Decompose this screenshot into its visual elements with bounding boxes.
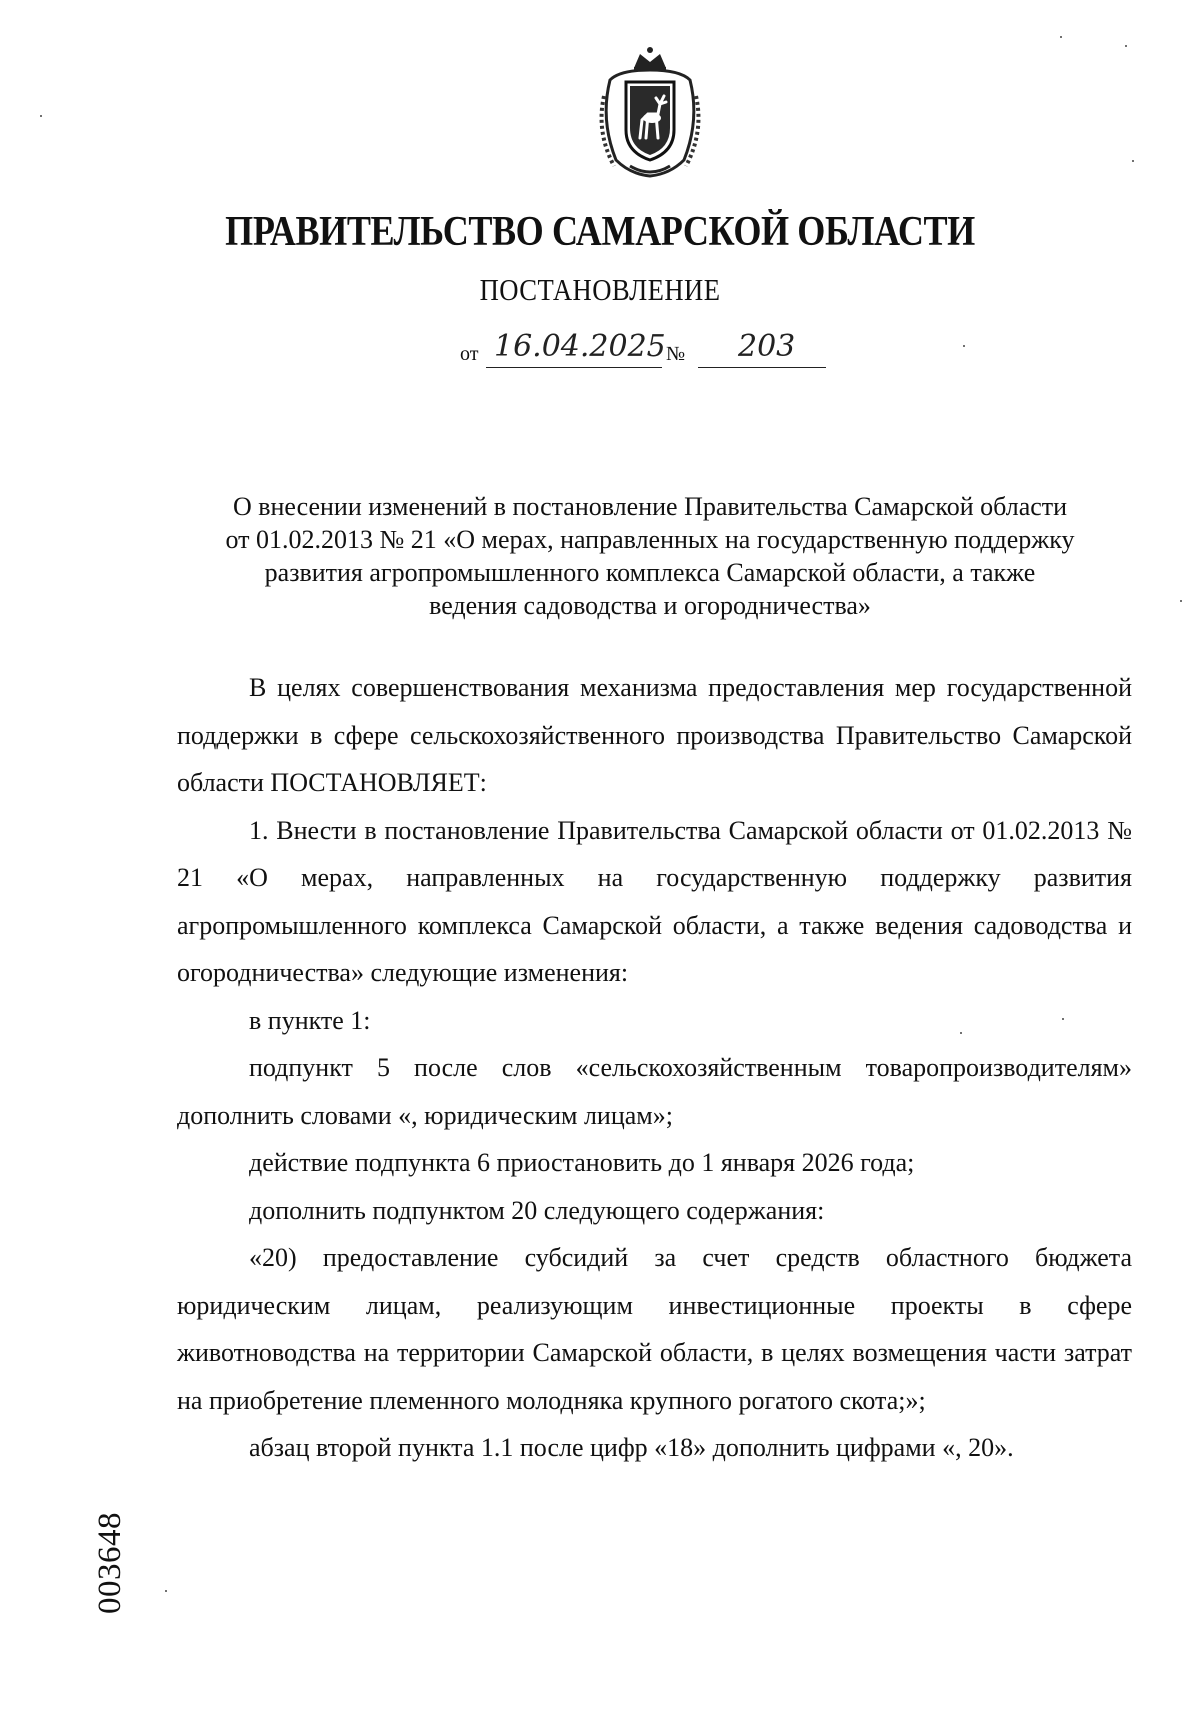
amendment-subpoint-6: действие подпункта 6 приостановить до 1 января 2026 года; [249, 1148, 915, 1177]
scan-speck [1180, 600, 1182, 602]
amendment-point-1-1: абзац второй пункта 1.1 после цифр «18» дополнить цифрами «, 20». [249, 1433, 1014, 1462]
date-prefix: от [460, 343, 479, 365]
government-title: ПРАВИТЕЛЬСТВО САМАРСКОЙ ОБЛАСТИ [225, 209, 975, 255]
document-body [177, 664, 1132, 1472]
scan-speck [960, 1032, 962, 1034]
document-type: ПОСТАНОВЛЕНИЕ [479, 272, 721, 307]
scan-speck [165, 1590, 167, 1592]
scan-speck [1125, 45, 1127, 47]
scan-speck [1132, 160, 1134, 162]
subject-line: развития агропромышленного комплекса Самарской области, а также [264, 558, 1036, 587]
amendment-intro: в пункте 1: [249, 1005, 371, 1035]
coat-of-arms-icon [590, 40, 710, 180]
scan-speck [40, 115, 42, 117]
date-number-line [460, 329, 860, 374]
scan-speck [1062, 1018, 1064, 1020]
number-underline [698, 367, 826, 368]
date-underline [486, 367, 662, 368]
preamble-paragraph: В целях совершенствования механизма предоставления мер государственной поддержки в сфере сельскохозяйственного производства Правительство Самарской области ПОСТАНОВЛЯЕТ: [177, 673, 1132, 797]
side-serial-number: 003648 [92, 1512, 128, 1614]
number-prefix: № [666, 343, 686, 365]
scan-speck [1060, 36, 1062, 38]
clause-1-paragraph: 1. Внести в постановление Правительства Самарской области от 01.02.2013 № 21 «О мерах, направленных на государственную поддержку развития агропромышленного комплекса Самарской области, а также ведения садоводства и огородничества» следующие изменения: [177, 815, 1132, 987]
handwritten-number: 203 [738, 329, 796, 364]
scan-speck [963, 345, 965, 347]
subject-line: от 01.02.2013 № 21 «О мерах, направленных на государственную поддержку [225, 525, 1075, 554]
handwritten-date: 16.04.2025 [494, 329, 666, 364]
amendment-subpoint-5: подпункт 5 после слов «сельскохозяйственным товаропроизводителям» дополнить словами «, юридическим лицам»; [177, 1053, 1132, 1130]
subject-line: О внесении изменений в постановление Правительства Самарской области [232, 492, 1068, 521]
subject-line: ведения садоводства и огородничества» [429, 591, 871, 620]
subpoint-20-text: «20) предоставление субсидий за счет средств областного бюджета юридическим лицам, реализующим инвестиционные проекты в сфере животноводства на территории Самарской области, в целях возмещения части затрат на приобретение племенного молодняка крупного рогатого скота;»; [177, 1243, 1132, 1415]
amendment-add-subpoint-20: дополнить подпунктом 20 следующего содержания: [249, 1195, 825, 1225]
document-subject [170, 490, 1130, 622]
